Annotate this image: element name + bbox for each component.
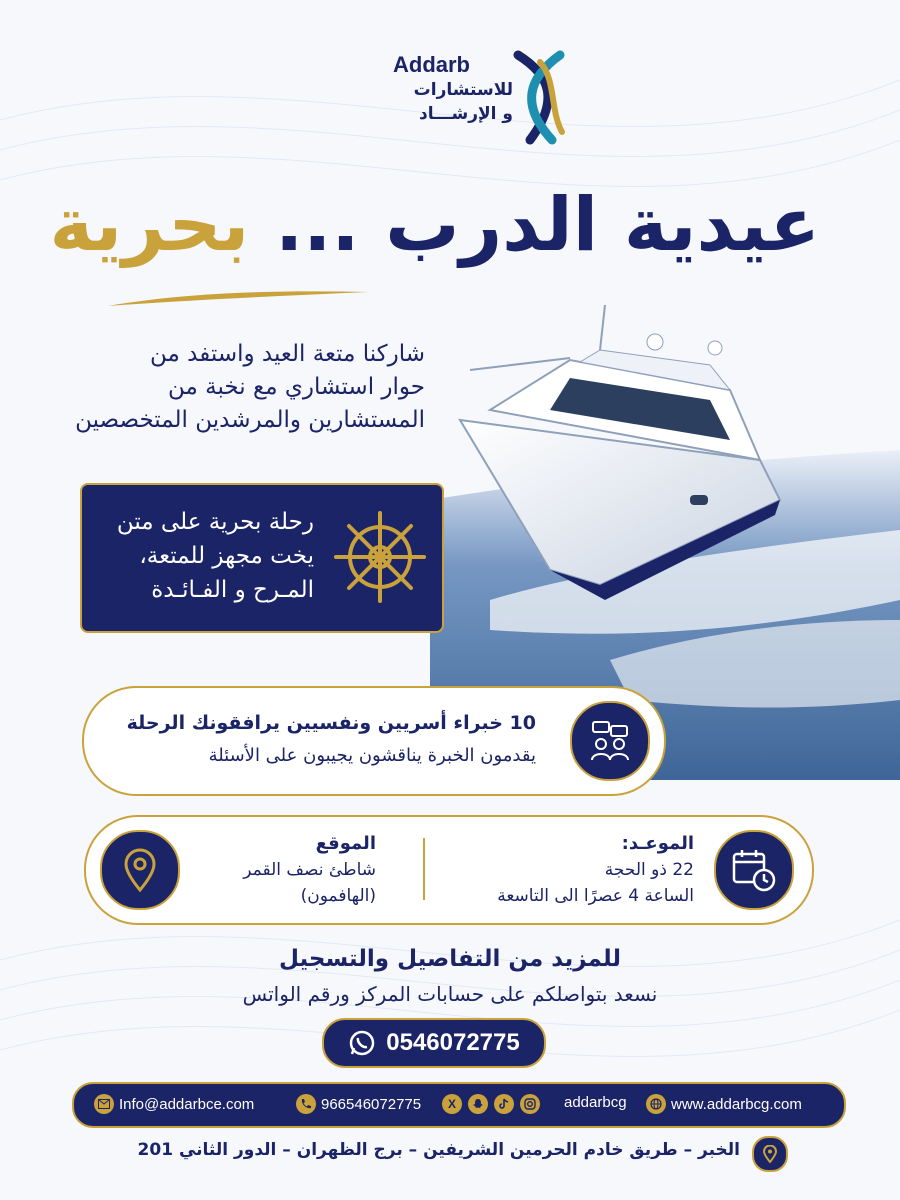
email-icon — [94, 1094, 114, 1114]
globe-icon — [646, 1094, 666, 1114]
tiktok-icon[interactable] — [494, 1094, 514, 1114]
logo-name-ar-line1: للاستشارات — [413, 80, 513, 100]
snapchat-icon[interactable] — [468, 1094, 488, 1114]
intro-text — [5, 338, 425, 437]
location-block — [190, 831, 376, 909]
whatsapp-number-button[interactable] — [322, 1018, 546, 1068]
boat-trip-text — [84, 505, 314, 607]
whatsapp-icon — [348, 1029, 376, 1057]
schedule-block — [404, 831, 694, 909]
location-line2: (الهافمون) — [300, 886, 376, 906]
contact-footer-bar — [72, 1082, 846, 1128]
phone-icon — [296, 1094, 316, 1114]
footer-social-icons — [442, 1094, 540, 1114]
experts-text — [96, 706, 536, 772]
more-details-heading: للمزيد من التفاصيل والتسجيل — [279, 946, 621, 972]
title-part2: بحرية — [49, 182, 250, 268]
schedule-time: الساعة 4 عصرًا الى التاسعة — [497, 886, 694, 906]
schedule-date: 22 ذو الحجة — [604, 860, 694, 880]
footer-social-handle-text: addarbcg — [564, 1094, 627, 1111]
schedule-head: الموعـد: — [621, 833, 694, 854]
logo-name-en: Addarb — [393, 52, 470, 77]
footer-email-text: Info@addarbce.com — [119, 1095, 255, 1113]
info-pill — [84, 815, 814, 925]
location-line1: شاطئ نصف القمر — [243, 860, 376, 880]
more-details-subtext: نسعد بتواصلكم على حسابات المركز ورقم الواتس — [242, 982, 658, 1006]
page-title — [49, 175, 820, 275]
logo-name-ar-line2: و الإرشـــاد — [418, 104, 513, 124]
footer-email[interactable] — [94, 1094, 254, 1114]
intro-line2: حوار استشاري مع نخبة من — [168, 374, 425, 400]
ship-wheel-icon — [332, 509, 428, 605]
x-icon[interactable]: X — [442, 1094, 462, 1114]
info-divider — [423, 838, 425, 900]
address-pin-icon — [752, 1136, 788, 1172]
location-head: الموقع — [315, 833, 376, 854]
boat-line2: يخت مجهز للمتعة، — [139, 543, 314, 569]
instagram-icon[interactable] — [520, 1094, 540, 1114]
intro-line3: المستشارين والمرشدين المتخصصين — [75, 407, 425, 433]
experts-line2: يقدمون الخبرة يناقشون يجيبون على الأسئلة — [208, 745, 536, 766]
experts-pill — [82, 686, 666, 796]
logo-mark-icon — [510, 50, 570, 145]
title-part1: عيدية الدرب ... — [275, 182, 820, 268]
experts-line1: 10 خبراء أسريين ونفسيين يرافقونك الرحلة — [126, 712, 536, 734]
footer-phone-text: 966546072775 — [321, 1095, 422, 1113]
logo-text — [393, 52, 513, 126]
address-text: الخبر – طريق خادم الحرمين الشريفين – برج الظهران – الدور الثاني 201 — [137, 1140, 740, 1160]
intro-line1: شاركنا متعة العيد واستفد من — [150, 341, 425, 367]
boat-line3: المـرح و الفـائـدة — [151, 577, 314, 603]
footer-website-text: www.addarbcg.com — [671, 1095, 802, 1113]
whatsapp-number: 0546072775 — [386, 1029, 520, 1056]
title-underline-swoosh — [108, 288, 368, 308]
footer-website[interactable] — [646, 1094, 802, 1114]
boat-trip-card — [80, 483, 444, 633]
footer-phone[interactable] — [296, 1094, 421, 1114]
footer-social-handle[interactable] — [564, 1094, 627, 1111]
people-chat-icon — [570, 701, 650, 781]
calendar-clock-icon — [714, 830, 794, 910]
boat-line1: رحلة بحرية على متن — [116, 509, 314, 535]
location-pin-icon — [100, 830, 180, 910]
